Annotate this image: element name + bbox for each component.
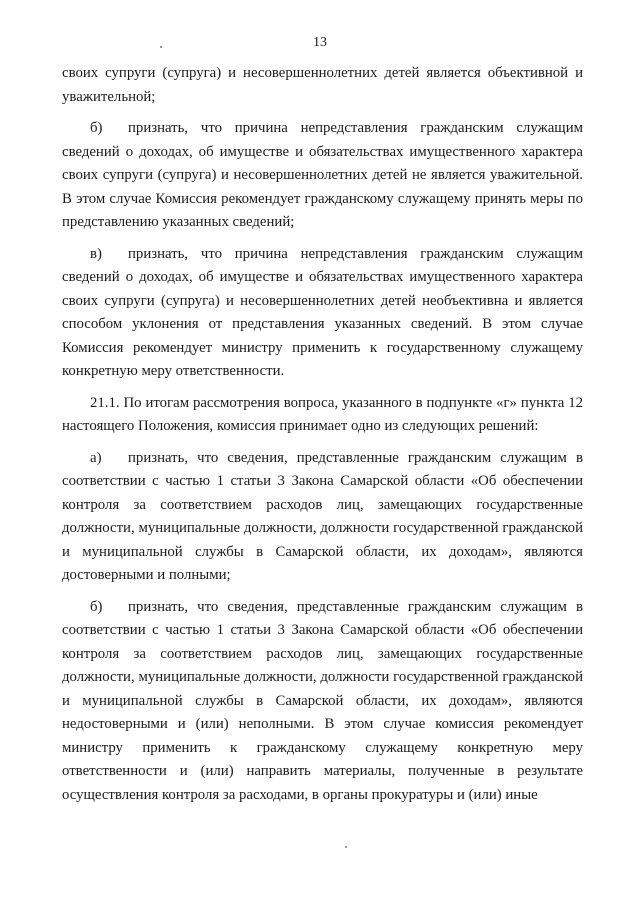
paragraph-text: признать, что сведения, представленные гражданским служащим в соответствии с частью 1 статьи 3 Закона Самарской области «Об обеспечении контроля за соответствием расходов лиц, замещающих государственные должности, муниципальные должности, должности государственной гражданской и муниципальной службы в Самарской области, их доходам», являются недостоверными и (или) неполными. В этом случае комиссия рекомендует министру применить к гражданскому служащему конкретную меру ответственности и (или) направить материалы, полученные в результате осуществления контроля за расходами, в органы прокуратуры и (или) иные [62,598,583,803]
document-body [62,62,583,807]
paragraph-text: признать, что причина непредставления гражданским служащим сведений о доходах, об имуществе и обязательствах имущественного характера своих супруги (супруга) и несовершеннолетних детей необъективна и является способом уклонения от представления указанных сведений. В этом случае Комиссия рекомендует министру применить к государственному служащему конкретную меру ответственности. [62,245,583,379]
paragraph-item-b-second [62,596,583,808]
item-marker: а) [90,449,102,466]
page-number: 13 [313,35,327,50]
item-marker: б) [90,598,103,615]
paragraph-text: 21.1. По итогам рассмотрения вопроса, указанного в подпункте «г» пункта 12 настоящего Положения, комиссия принимает одно из следующих решений: [62,394,583,434]
paragraph-item-b [62,117,583,235]
item-marker: в) [90,245,102,262]
paragraph-clause-21-1 [62,392,583,439]
scan-speck [160,46,162,48]
paragraph-text: признать, что сведения, представленные гражданским служащим в соответствии с частью 1 статьи 3 Закона Самарской области «Об обеспечении контроля за соответствием расходов лиц, замещающих государственные должности, муниципальные должности, должности государственной гражданской и муниципальной службы в Самарской области, их доходам», являются достоверными и полными; [62,449,583,583]
scan-speck [345,846,347,848]
item-marker: б) [90,120,103,136]
paragraph-text: своих супруги (супруга) и несовершеннолетних детей является объективной и уважительной; [62,65,583,105]
paragraph-continuation [62,62,583,109]
paragraph-item-a [62,447,583,588]
paragraph-text: признать, что причина непредставления гражданским служащим сведений о доходах, об имуществе и обязательствах имущественного характера своих супруги (супруга) и несовершеннолетних детей не является уважительной. В этом случае Комиссия рекомендует гражданскому служащему принять меры по представлению указанных сведений; [62,120,583,230]
paragraph-item-v [62,243,583,384]
